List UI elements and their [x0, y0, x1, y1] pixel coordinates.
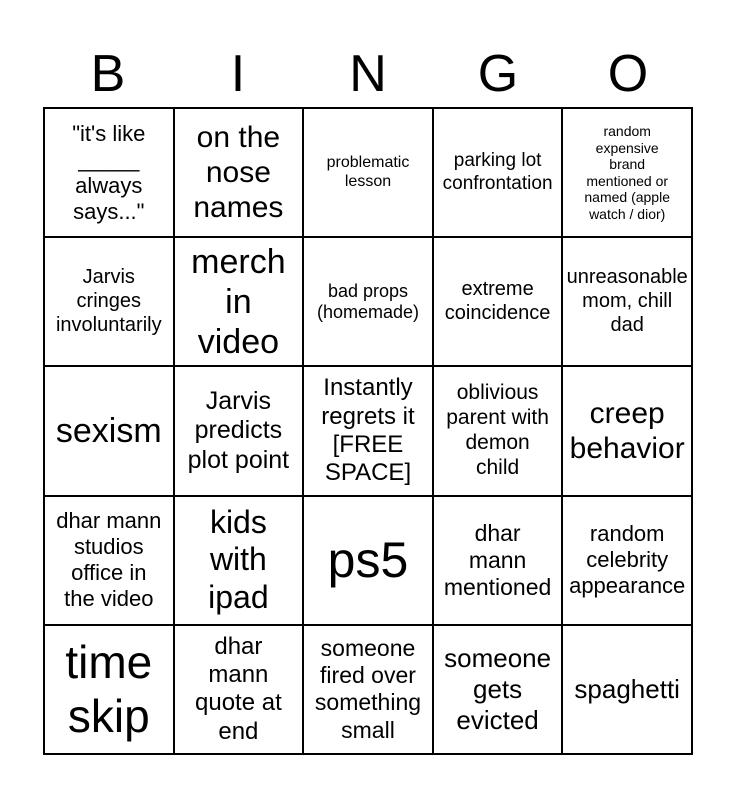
bingo-cell-r3c3-free-space[interactable]: [304, 367, 432, 494]
bingo-cell-r2c1[interactable]: [45, 238, 173, 365]
bingo-cell-text: kids with ipad: [208, 503, 269, 616]
bingo-cell-r3c2[interactable]: [175, 367, 303, 494]
bingo-cell-text: ps5: [327, 531, 409, 588]
bingo-cell-r2c4[interactable]: [434, 238, 562, 365]
bingo-cell-r2c2[interactable]: [175, 238, 303, 365]
bingo-cell-r3c5[interactable]: [563, 367, 691, 494]
bingo-cell-r1c2[interactable]: [175, 109, 303, 236]
bingo-cell-r5c2[interactable]: [175, 626, 303, 753]
bingo-cell-text: extreme coincidence: [444, 278, 551, 324]
bingo-cell-r4c5[interactable]: [563, 497, 691, 624]
bingo-cell-r5c1[interactable]: [45, 626, 173, 753]
bingo-cell-text: oblivious parent with demon child: [446, 381, 549, 479]
bingo-title-letter-n: N: [349, 44, 387, 103]
bingo-cell-r1c3[interactable]: [304, 109, 432, 236]
bingo-cell-text: dhar mann quote at end: [195, 632, 282, 745]
bingo-cell-r3c4[interactable]: [434, 367, 562, 494]
bingo-cell-text: dhar mann studios office in the video: [56, 508, 162, 612]
bingo-cell-text: parking lot confrontation: [442, 150, 553, 194]
bingo-cell-r4c3[interactable]: [304, 497, 432, 624]
bingo-cell-text: sexism: [55, 411, 162, 450]
bingo-cell-text: time skip: [65, 636, 153, 743]
bingo-cell-r4c4[interactable]: [434, 497, 562, 624]
bingo-title: [43, 40, 693, 107]
bingo-cell-r4c1[interactable]: [45, 497, 173, 624]
bingo-cell-r3c1[interactable]: [45, 367, 173, 494]
bingo-cell-text: creep behavior: [569, 396, 685, 465]
bingo-cell-text: spaghetti: [574, 674, 680, 705]
bingo-cell-r4c2[interactable]: [175, 497, 303, 624]
bingo-cell-text: unreasonable mom, chill dad: [566, 266, 688, 336]
bingo-cell-r1c1[interactable]: [45, 109, 173, 236]
bingo-cell-r5c4[interactable]: [434, 626, 562, 753]
bingo-cell-text: "it's like _____ always says...": [72, 120, 146, 224]
bingo-title-letter-i: I: [230, 44, 246, 103]
bingo-title-letter-b: B: [90, 44, 126, 103]
bingo-cell-r5c5[interactable]: [563, 626, 691, 753]
bingo-cell-r1c4[interactable]: [434, 109, 562, 236]
bingo-cell-text: bad props (homemade): [316, 280, 420, 322]
bingo-cell-text: Jarvis cringes involuntarily: [55, 266, 162, 336]
bingo-cell-text: problematic lesson: [326, 153, 410, 190]
bingo-cell-text: on the nose names: [193, 120, 284, 225]
bingo-cell-text: merch in video: [191, 242, 286, 361]
bingo-title-letter-o: O: [607, 44, 649, 103]
bingo-cell-text: dhar mann mentioned: [443, 519, 552, 600]
bingo-cell-r2c5[interactable]: [563, 238, 691, 365]
bingo-cell-r5c3[interactable]: [304, 626, 432, 753]
bingo-cell-r2c3[interactable]: [304, 238, 432, 365]
bingo-cell-text: random expensive brand mentioned or named (apple watch / dior): [584, 123, 670, 222]
bingo-grid: [43, 107, 693, 755]
bingo-title-letter-g: G: [477, 44, 519, 103]
bingo-cell-text: someone fired over something small: [314, 635, 422, 743]
bingo-cell-text: Jarvis predicts plot point: [187, 386, 290, 474]
bingo-cell-text: random celebrity appearance: [569, 521, 686, 599]
bingo-cell-text: Instantly regrets it [FREE SPACE]: [321, 374, 415, 487]
bingo-cell-text: someone gets evicted: [444, 643, 552, 735]
bingo-cell-r1c5[interactable]: [563, 109, 691, 236]
